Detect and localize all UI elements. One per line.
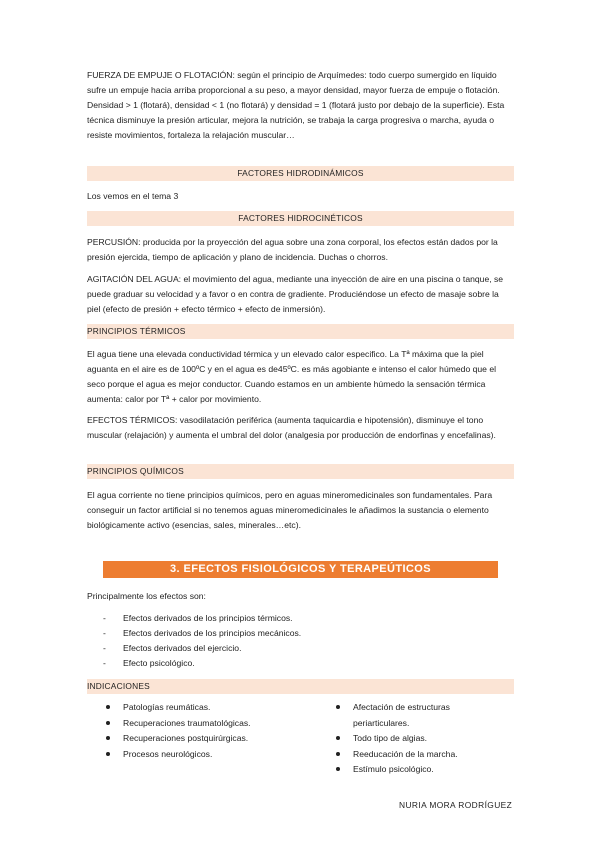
bullet-icon bbox=[106, 736, 110, 740]
paragraph-principalmente: Principalmente los efectos son: bbox=[87, 591, 206, 601]
bullet-icon bbox=[106, 705, 110, 709]
heading-principios-quimicos: PRINCIPIOS QUÍMICOS bbox=[87, 464, 514, 479]
paragraph-quimicos: El agua corriente no tiene principios químicos, pero en aguas mineromedicinales son fundamentales. Para conseguir un factor artificial si no tenemos aguas mineromedicinales le añadimos la sustancia o elemento biológicamente activo (esencias, sales, minerales…etc). bbox=[87, 490, 493, 530]
paragraph-agitacion: AGITACIÓN DEL AGUA: el movimiento del agua, mediante una inyección de aire en una piscina o tanque, se puede graduar su velocidad y a favor o en contra de gradiente. Produciéndose un efecto de masaje sobre la piel (efecto de presión + efecto térmico + efecto de inmersión). bbox=[87, 274, 504, 314]
list-item: - Efectos derivados de los principios térmicos. bbox=[87, 611, 301, 626]
bullet-icon bbox=[336, 767, 340, 771]
list-item: - Efecto psicológico. bbox=[87, 656, 301, 671]
list-marker: - bbox=[103, 628, 106, 638]
footer-author: NURIA MORA RODRÍGUEZ bbox=[399, 800, 513, 810]
list-item: - Efectos derivados del ejercicio. bbox=[87, 641, 301, 656]
paragraph-percusion: PERCUSIÓN: producida por la proyección del agua sobre una zona corporal, los efectos están dados por la presión ejercida, tiempo de aplicación y plano de incidencia. Duchas o chorros. bbox=[87, 237, 498, 262]
list-item: Todo tipo de algias. bbox=[335, 731, 485, 747]
bullet-icon bbox=[106, 721, 110, 725]
list-marker: - bbox=[103, 643, 106, 653]
list-marker: - bbox=[103, 658, 106, 668]
section-heading-efectos-fisiologicos: 3. EFECTOS FISIOLÓGICOS Y TERAPEÚTICOS bbox=[103, 561, 498, 578]
list-item: Patologías reumáticas. bbox=[105, 700, 315, 716]
heading-principios-termicos: PRINCIPIOS TÉRMICOS bbox=[87, 324, 514, 339]
bullet-icon bbox=[106, 752, 110, 756]
list-item: Procesos neurológicos. bbox=[105, 747, 315, 763]
bullet-icon bbox=[336, 752, 340, 756]
paragraph-tema3: Los vemos en el tema 3 bbox=[87, 191, 179, 201]
heading-indicaciones: INDICACIONES bbox=[87, 679, 514, 694]
list-marker: - bbox=[103, 613, 106, 623]
list-item: Recuperaciones postquirúrgicas. bbox=[105, 731, 315, 747]
list-item: - Efectos derivados de los principios mecánicos. bbox=[87, 626, 301, 641]
heading-factores-hidrocineticos: FACTORES HIDROCINÉTICOS bbox=[87, 211, 514, 226]
paragraph-empuje: FUERZA DE EMPUJE O FLOTACIÓN: según el principio de Arquímedes: todo cuerpo sumergido en líquido sufre un empuje hacia arriba proporcional a su peso, a mayor densidad, mayor fuerza de empuje o flotación. Densidad > 1 (flotará), densidad < 1 (no flotará) y densidad = 1 (flotará justo por debajo de la superficie). Esta técnica disminuye la presión articular, mejora la nutrición, se trabaja la carga progresiva o marcha, ayuda o resiste movimientos, fortaleza la relajación muscular… bbox=[87, 70, 505, 140]
paragraph-efectos-termicos: EFECTOS TÉRMICOS: vasodilatación periférica (aumenta taquicardia e hipotensión), disminuye el tono muscular (relajación) y aumenta el umbral del dolor (analgesia por producción de endorfinas y encefalinas). bbox=[87, 415, 496, 440]
bullet-icon bbox=[336, 705, 340, 709]
indicaciones-list-right bbox=[335, 700, 485, 778]
list-item: Estímulo psicológico. bbox=[335, 762, 485, 778]
list-item: Afectación de estructuras periarticulares. bbox=[335, 700, 485, 731]
efectos-list bbox=[87, 611, 301, 671]
bullet-icon bbox=[336, 736, 340, 740]
list-item: Reeducación de la marcha. bbox=[335, 747, 485, 763]
list-item: Recuperaciones traumatológicas. bbox=[105, 716, 315, 732]
indicaciones-list-left bbox=[105, 700, 315, 762]
paragraph-termicos: El agua tiene una elevada conductividad térmica y un elevado calor especifico. La Tª máxima que la piel aguanta en el aire es de 100ºC y en el agua es de45ºC. es más agobiante e intenso el calor húmedo que el seco porque el agua es mejor conductor. Cuando estamos en un ambiente húmedo la sensación térmica aumenta: calor por Tª + calor por movimiento. bbox=[87, 349, 497, 404]
heading-factores-hidrodinamicos: FACTORES HIDRODINÁMICOS bbox=[87, 166, 514, 181]
